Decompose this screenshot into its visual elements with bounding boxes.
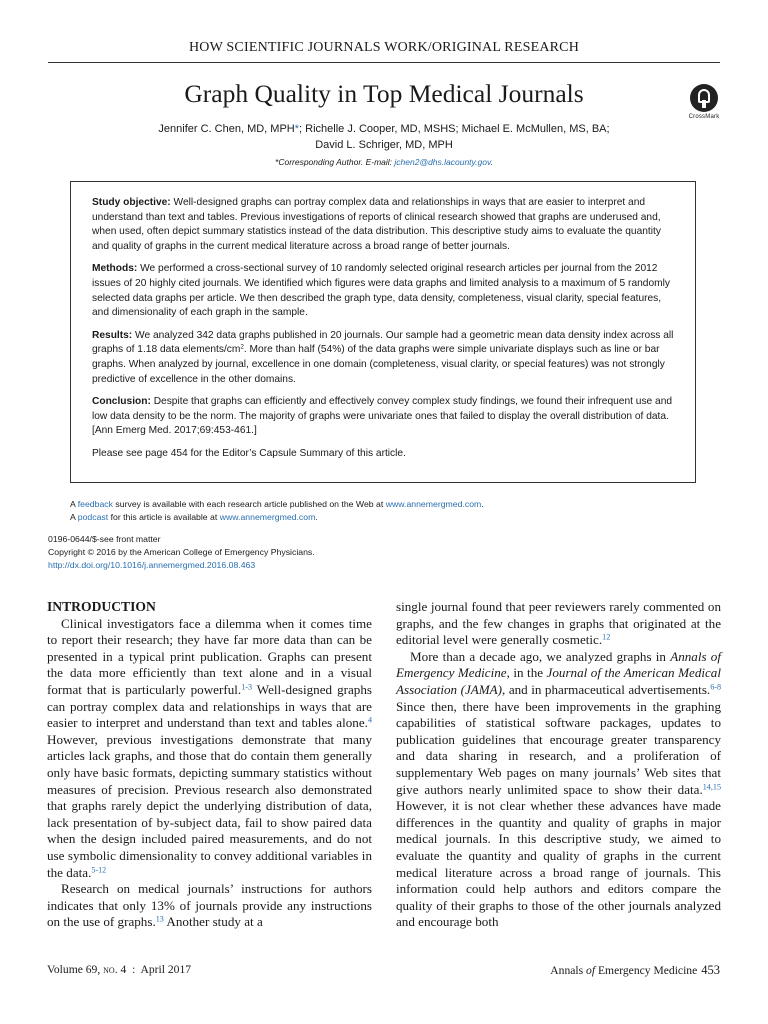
p2-text-b: Another study at a	[163, 914, 263, 930]
correspondence-note	[0, 157, 768, 167]
podcast-mid: for this article is available at	[108, 512, 220, 522]
methods-text: We performed a cross-sectional survey of 10 randomly selected original research articles per journal from the 2012 issues of 20 highly cited journals. We identified which figures were data graphs and limited analysis to a maximum of 5 randomly selected data graphs per article. We then described the graph type, data density, completeness, visual clarity, special features, and dimensionality of each graph in the sample.	[92, 263, 670, 319]
reference-link-12[interactable]: 12	[602, 632, 611, 642]
reference-link-4[interactable]: 4	[367, 715, 372, 725]
p4-text-a: More than a decade ago, we analyzed graphs in	[410, 648, 671, 664]
p4-text-c: , and in pharmaceutical advertisements.	[502, 681, 711, 697]
abstract-methods	[92, 262, 675, 320]
p1-text-c: However, previous investigations demonstrate that many articles lack graphs, and those that do contain them generally only have basic formats, depicting summary statistics without measures of precision. Previous research also demonstrated that graphs rarely depict the underlying distribution of data, lack presentation of by-subject data, fail to show paired data when the design included paired measurements, and do not use symbolic dimensionality to convey additional variables in the data.	[47, 731, 372, 880]
footer-issue: no. 4	[103, 963, 127, 976]
body-column-left	[47, 599, 372, 931]
abstract-box	[70, 181, 696, 483]
p4-text-d: Since then, there have been improvements in the graphing capabilities of statistical software packages, updates to publication guidelines that encourage greater transparency and data sharing in research, and a proliferation of supplementary Web pages on many journals’ Web sites that give authors nearly unlimited space to show their data.	[396, 698, 721, 797]
podcast-pre: A	[70, 512, 78, 522]
p1-text-a: Clinical investigators face a dilemma when it comes time to report their research; they have far more data than can be presented in a typical print publication. Graphs can present the data more efficiently than text alone and in a visual format that is particularly powerful.	[47, 615, 372, 697]
abstract-results	[92, 329, 675, 387]
footer-journal-info	[550, 963, 720, 978]
crossmark-label: CrossMark	[688, 114, 720, 120]
results-text-a: We analyzed 342 data graphs published in 20 journals. Our sample had a geometric mean data density index across all graphs of 1.18 data elements/cm	[92, 329, 674, 356]
publication-meta	[48, 533, 448, 572]
authors-line1-a: Jennifer C. Chen, MD, MPH	[158, 123, 295, 135]
reference-link-13[interactable]: 13	[155, 914, 164, 924]
reference-link-5-12[interactable]: 5-12	[91, 865, 107, 875]
footer-date: April 2017	[140, 963, 192, 976]
results-superscript: 2	[240, 343, 244, 351]
feedback-url-link[interactable]: www.annemergmed.com	[385, 499, 482, 509]
feedback-end: .	[481, 499, 484, 509]
abstract-objective	[92, 196, 675, 254]
crossmark-logo[interactable]	[686, 84, 722, 120]
footer-separator: :	[126, 963, 141, 976]
reference-link-14-15[interactable]: 14,15	[702, 782, 721, 792]
body-paragraph-3	[396, 599, 721, 649]
footer-journal-of: of	[586, 964, 596, 977]
p1-text-b: Well-designed graphs can portray complex data and relationships in ways that are easier to interpret and understand than text and tables alone.	[47, 681, 372, 731]
running-head: HOW SCIENTIFIC JOURNALS WORK/ORIGINAL RESEARCH	[188, 40, 580, 55]
section-heading-introduction: INTRODUCTION	[47, 599, 156, 614]
feedback-link[interactable]: feedback	[77, 499, 113, 509]
abstract-conclusion	[92, 395, 675, 439]
feedback-note	[70, 498, 696, 511]
results-label: Results:	[92, 329, 133, 341]
body-paragraph-1	[47, 616, 372, 882]
feedback-mid: survey is available with each research article published on the Web at	[113, 499, 386, 509]
podcast-url-link[interactable]: www.annemergmed.com	[219, 512, 316, 522]
page-number: 453	[701, 963, 720, 977]
reference-link-1-3[interactable]: 1-3	[241, 682, 252, 692]
podcast-link[interactable]: podcast	[77, 512, 109, 522]
article-title: Graph Quality in Top Medical Journals	[184, 79, 584, 108]
copyright-line: Copyright © 2016 by the American College of Emergency Physicians.	[48, 547, 315, 557]
footer-volume-info	[47, 963, 191, 976]
authors-line2: David L. Schriger, MD, MPH	[315, 139, 453, 151]
correspondence-label: *Corresponding Author. E-mail:	[275, 157, 395, 167]
methods-label: Methods:	[92, 263, 138, 275]
footer-journal-b: Emergency Medicine	[595, 964, 698, 977]
doi-link[interactable]: http://dx.doi.org/10.1016/j.annemergmed.2016.08.463	[48, 560, 256, 570]
podcast-note	[70, 511, 696, 524]
journal-name-jama: Journal of the American Medical Association (JAMA)	[396, 665, 721, 697]
p3-text-a: single journal found that peer reviewers rarely commented on graphs, and the few changes in graphs that originated at the editorial level were generally cosmetic.	[396, 599, 721, 648]
corresponding-author-mark[interactable]: *	[294, 123, 300, 135]
p2-text-a: Research on medical journals’ instructions for authors indicates that only 13% of journals provide any instructions on the use of graphs.	[47, 881, 372, 930]
header-divider	[48, 62, 720, 63]
journal-name-annals: Annals of Emergency Medicine	[396, 648, 721, 681]
body-column-right	[396, 599, 721, 931]
footer-volume: Volume 69,	[47, 963, 104, 976]
footer-journal-a: Annals	[550, 964, 587, 977]
podcast-end: .	[315, 512, 318, 522]
correspondence-email-link[interactable]: jchen2@dhs.lacounty.gov	[394, 157, 491, 167]
feedback-pre: A	[70, 499, 78, 509]
conclusion-label: Conclusion:	[92, 396, 151, 408]
correspondence-end: .	[490, 157, 493, 167]
crossmark-icon	[690, 84, 718, 112]
web-notes	[70, 498, 696, 524]
p4-text-e: However, it is not clear whether these advances have made differences in the quantity and quality of graphs in major medical journals. In this descriptive study, we aimed to evaluate the quantity and quality of graphs in the current medical literature across a broad range of journals. This information could help authors and editors compare the quality of their graphs to those of the other journals analyzed and encourage both	[396, 798, 721, 930]
author-list	[80, 121, 688, 153]
authors-line1-b: ; Richelle J. Cooper, MD, MSHS; Michael E. McMullen, MS, BA;	[299, 123, 610, 135]
body-paragraph-4	[396, 649, 721, 931]
results-text-b: . More than half (54%) of the data graphs were simple univariate displays such as line or bar graphs. When analyzed by journal, excellence in one domain (completeness, visual clarity, or special features) was not strongly predictive of excellence in the other domains.	[92, 344, 665, 385]
reference-link-6-8[interactable]: 6-8	[710, 682, 721, 692]
objective-text: Well-designed graphs can portray complex data and relationships in ways that are easier to interpret and understand than text and tables. Previous investigations of reports of clinical research showed that graphs are underused and, when used, often depict summary statistics instead of the data distribution. This descriptive study aims to evaluate the quantity and quality of graphs in the current medical literature across a broad range of better journals.	[92, 197, 661, 252]
objective-label: Study objective:	[92, 197, 171, 208]
conclusion-text: Despite that graphs can efficiently and effectively convey complex study findings, we found their infrequent use and low data density to be the norm. The majority of graphs were univariate ones that failed to display the overall distribution of data. [Ann Emerg Med. 2017;69:453-461.]	[92, 396, 673, 437]
p4-text-b: , in the	[506, 665, 547, 681]
capsule-note: Please see page 454 for the Editor’s Capsule Summary of this article.	[92, 447, 406, 459]
issn-line: 0196-0644/$-see front matter	[48, 534, 161, 544]
body-paragraph-2	[47, 881, 372, 931]
